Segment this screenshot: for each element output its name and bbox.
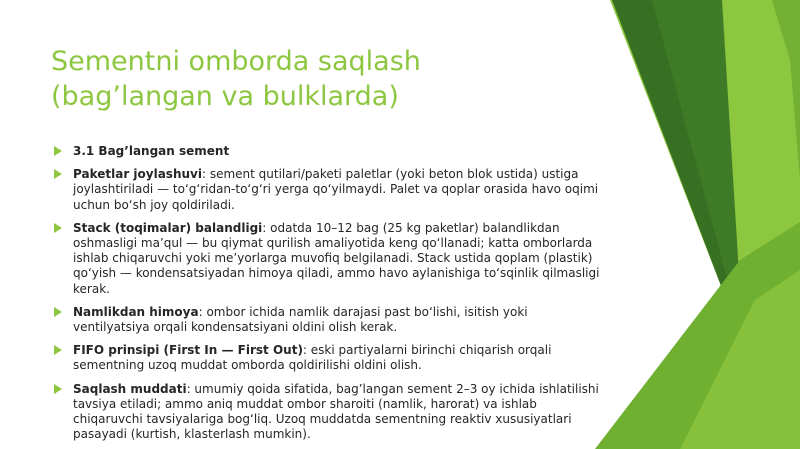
bullet-arrow-icon bbox=[54, 384, 62, 394]
title-line-1: Sementni omborda saqlash bbox=[51, 46, 421, 77]
bullet-item bbox=[53, 144, 608, 159]
bullet-item bbox=[53, 305, 608, 335]
bullet-text: : eski partiyalarni birinchi chiqarish orqali sementning uzoq muddat omborda qoldirilishi oldini olish. bbox=[73, 343, 552, 373]
bullet-list bbox=[53, 144, 608, 449]
bullet-arrow-icon bbox=[54, 345, 62, 355]
bullet-bold-text: FIFO prinsipi (First In — First Out) bbox=[73, 343, 303, 358]
bullet-item bbox=[53, 343, 608, 373]
bullet-arrow-icon bbox=[54, 307, 62, 317]
bullet-bold-text: Stack (toqimalar) balandligi bbox=[73, 220, 263, 235]
bullet-text: : odatda 10–12 bag (25 kg paketlar) balandlikdan oshmasligi ma’qul — bu qiymat qurilish amaliyotida keng qo‘llanadi; katta omborlarda ishlab chiqaruvchi yoki me’yorlarga muvofiq belgilanadi. Stack ustida qoplam (plastik) qo‘yish — kondensatsiyadan himoya qiladi, ammo havo aylanishiga to‘sqinlik qilmasligi kerak. bbox=[73, 220, 600, 296]
bullet-text: : umumiy qoida sifatida, bag’langan sement 2–3 oy ichida ishlatilishi tavsiya etiladi; ammo aniq muddat ombor sharoiti (namlik, harorat) va ishlab chiqaruvchi tavsiyalariga bog‘liq. Uzoq muddatda sementning reaktiv xususiyatlari pasayadi (kurtish, klasterlash mumkin). bbox=[73, 381, 599, 442]
title-line-2: (bag’langan va bulklarda) bbox=[51, 81, 399, 112]
bullet-text: : sement qutilari/paketi paletlar (yoki beton blok ustida) ustiga joylashtiriladi — to‘g‘ridan-to‘g‘ri yerga qo‘yilmaydi. Palet va qoplar orasida havo oqimi uchun bo‘sh joy qoldiriladi. bbox=[73, 167, 599, 212]
bullet-item bbox=[53, 221, 608, 297]
bullet-bold-text: Namlikdan himoya bbox=[73, 304, 199, 319]
bullet-bold-text: Paketlar joylashuvi bbox=[73, 167, 202, 182]
bullet-bold-text: 3.1 Bag’langan sement bbox=[73, 144, 230, 158]
bullet-bold-text: Saqlash muddati bbox=[73, 381, 187, 396]
slide-title bbox=[51, 44, 421, 114]
bullet-item bbox=[53, 167, 608, 213]
bullet-item bbox=[53, 382, 608, 443]
bullet-text: : ombor ichida namlik darajasi past bo‘lishi, isitish yoki ventilyatsiya orqali kondensatsiyani oldini olish kerak. bbox=[73, 304, 528, 335]
bullet-arrow-icon bbox=[54, 146, 62, 156]
bullet-arrow-icon bbox=[54, 169, 62, 179]
bullet-arrow-icon bbox=[54, 223, 62, 233]
